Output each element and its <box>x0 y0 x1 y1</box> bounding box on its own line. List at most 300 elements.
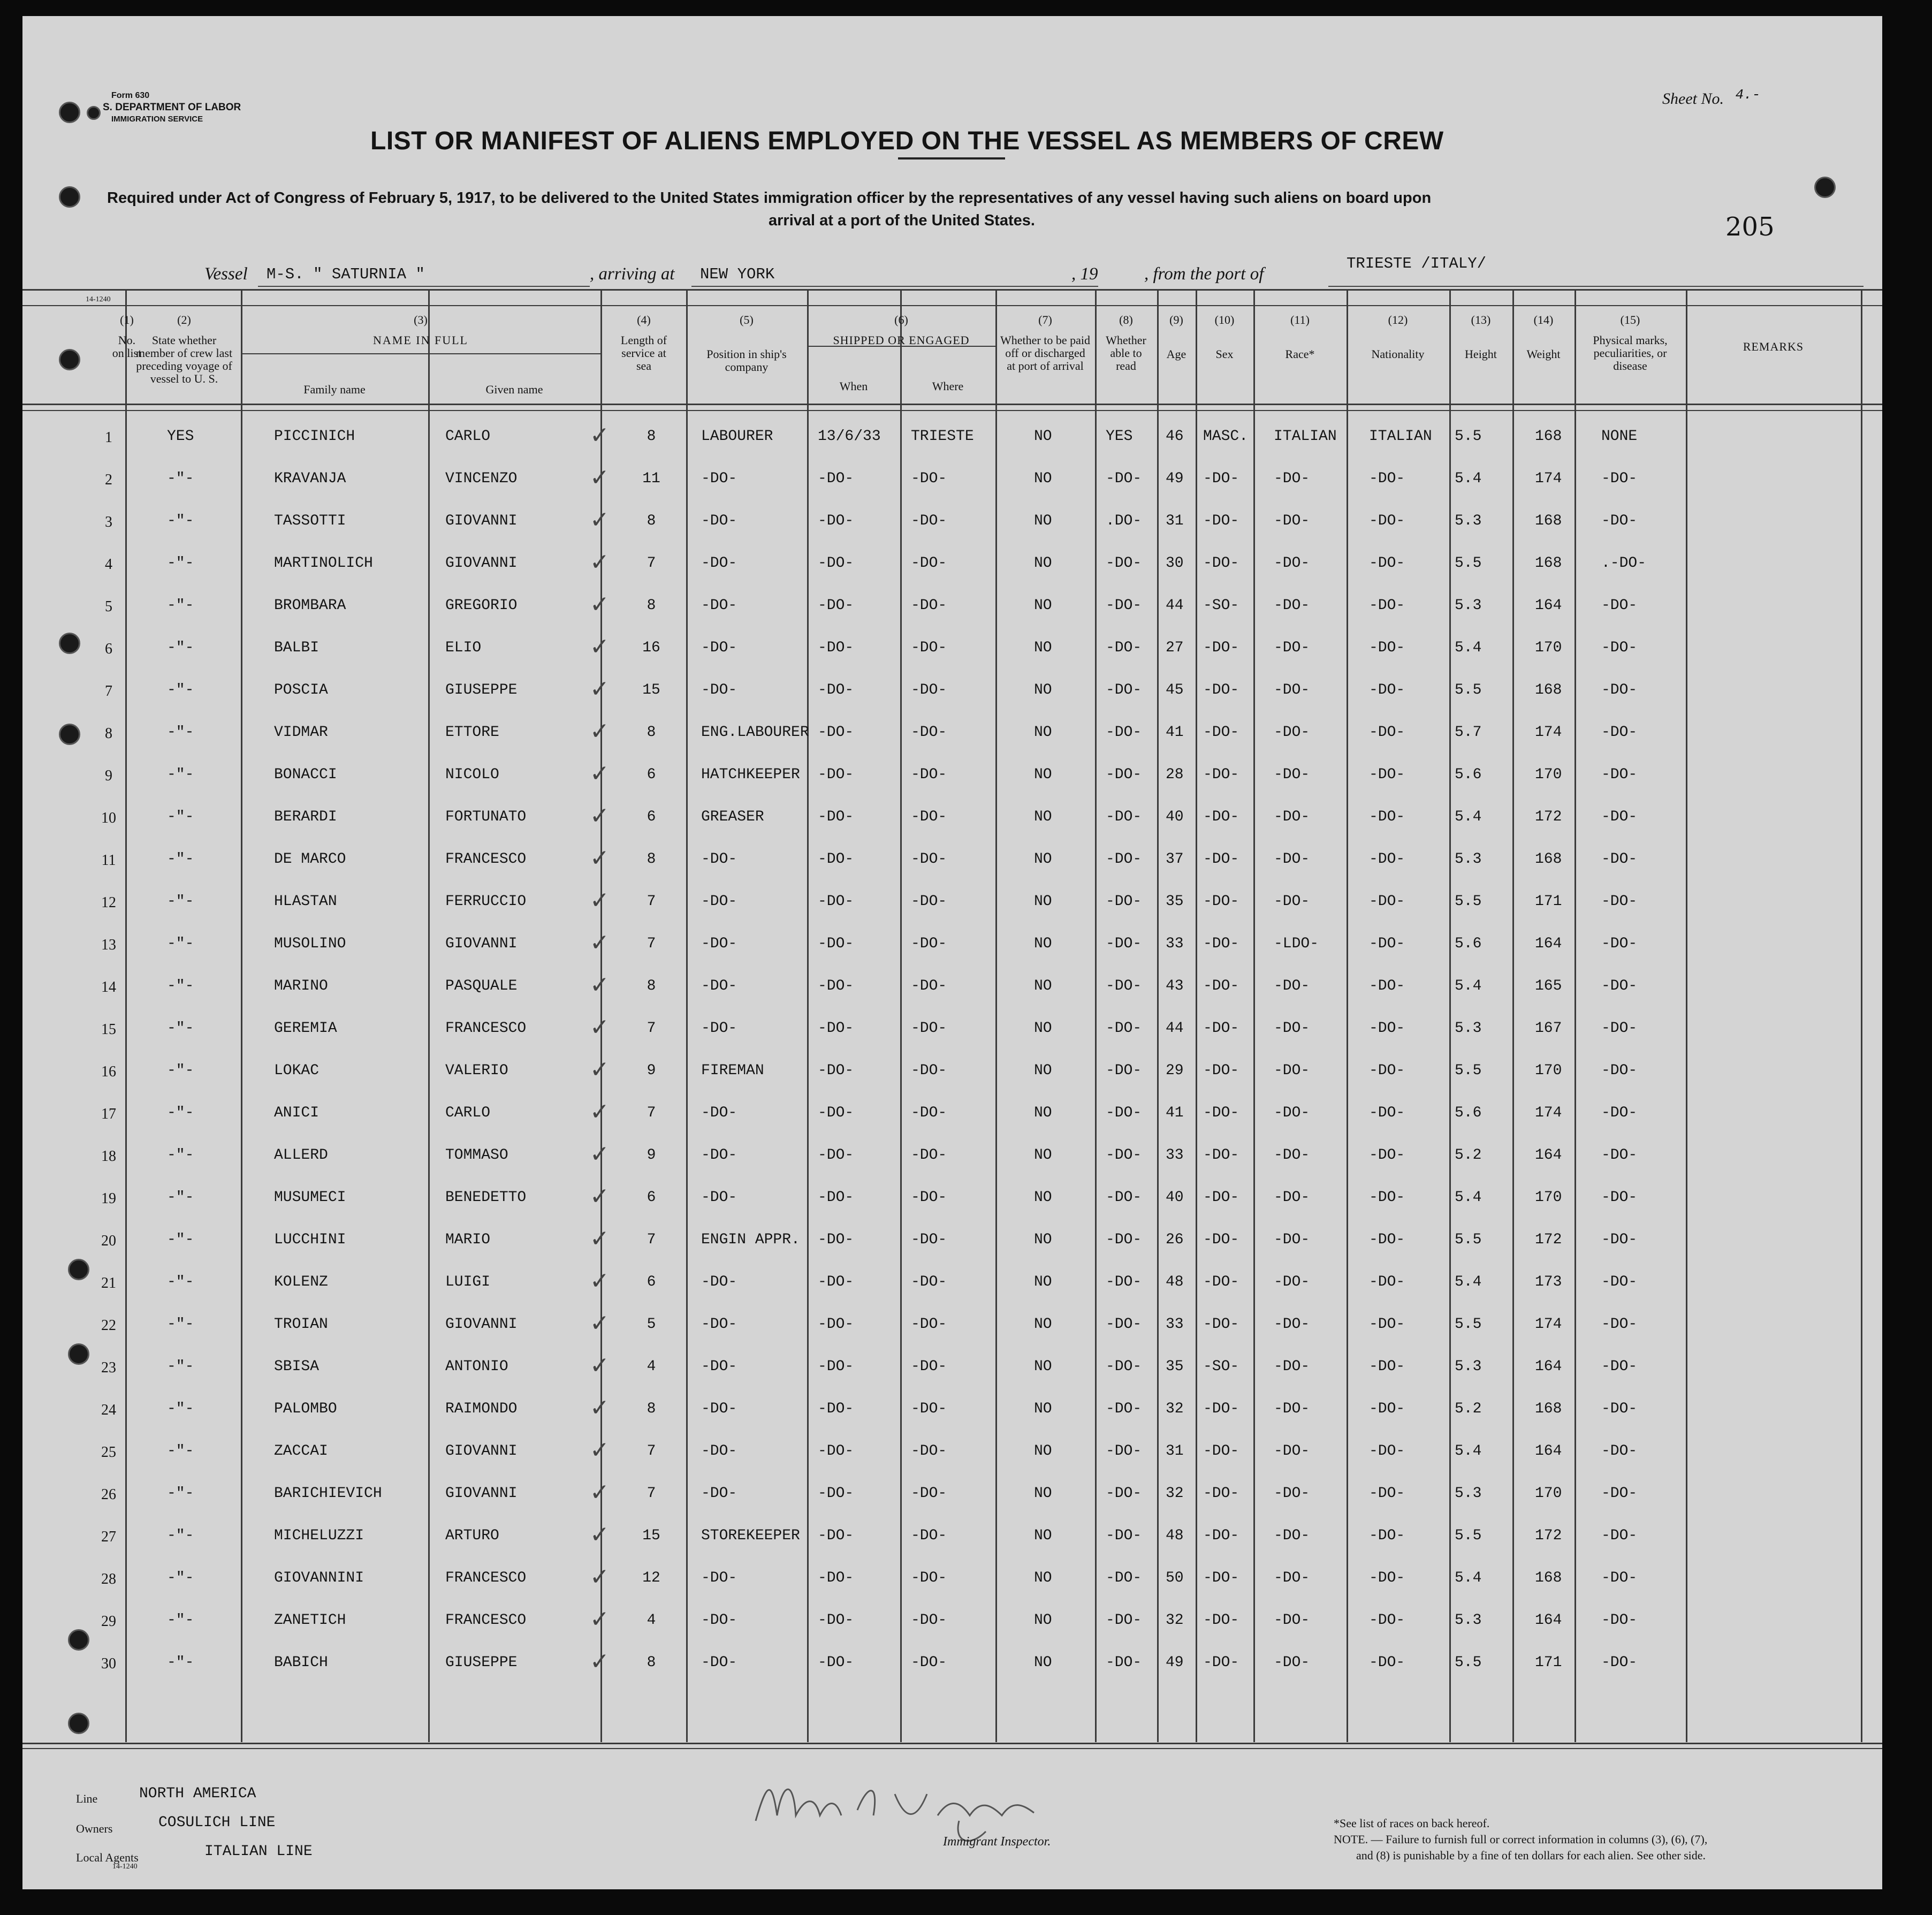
cell-read: -DO- <box>1106 851 1142 868</box>
table-row <box>22 840 1882 881</box>
cell-height: 5.3 <box>1455 597 1482 614</box>
cell-given: ARTURO <box>445 1528 499 1544</box>
cell-position: LABOURER <box>701 428 773 445</box>
cell-height: 5.3 <box>1455 1358 1482 1375</box>
table-row <box>22 1179 1882 1219</box>
cell-where: -DO- <box>911 1401 947 1417</box>
cell-where: -DO- <box>911 682 947 698</box>
cell-when: -DO- <box>818 766 854 783</box>
cell-nat: -DO- <box>1369 1570 1405 1586</box>
cell-no: 12 <box>101 894 116 911</box>
cell-position: -DO- <box>701 893 737 910</box>
cell-height: 5.4 <box>1455 1443 1482 1460</box>
cell-paid: NO <box>1034 1528 1052 1544</box>
cell-race: -DO- <box>1274 597 1310 614</box>
manifest-sheet <box>22 16 1882 1889</box>
cell-nat: -DO- <box>1369 513 1405 529</box>
cell-service: 7 <box>646 555 656 572</box>
cell-position: -DO- <box>701 851 737 868</box>
cell-position: STOREKEEPER <box>701 1528 800 1544</box>
checkmark-icon: ✓ <box>590 760 610 787</box>
cell-position: -DO- <box>701 936 737 952</box>
cell-sex: -DO- <box>1203 1401 1239 1417</box>
cell-prev: -"- <box>167 640 194 656</box>
vessel-value: M-S. " SATURNIA " <box>267 265 425 283</box>
from-port-label: , from the port of <box>1144 264 1264 284</box>
cell-race: -DO- <box>1274 1316 1310 1333</box>
cell-where: -DO- <box>911 470 947 487</box>
checkmark-icon: ✓ <box>590 675 610 703</box>
cell-prev: -"- <box>167 851 194 868</box>
cell-age: 46 <box>1166 428 1184 445</box>
cell-weight: 168 <box>1535 428 1562 445</box>
cell-weight: 164 <box>1535 597 1562 614</box>
cell-prev: -"- <box>167 809 194 825</box>
footer-owners-value: COSULICH LINE <box>158 1814 276 1831</box>
cell-age: 35 <box>1166 893 1184 910</box>
cell-race: -DO- <box>1274 640 1310 656</box>
cell-height: 5.3 <box>1455 851 1482 868</box>
cell-paid: NO <box>1034 513 1052 529</box>
table-row <box>22 1305 1882 1346</box>
cell-sex: -DO- <box>1203 1485 1239 1502</box>
cell-service: 7 <box>646 1105 656 1121</box>
cell-paid: NO <box>1034 893 1052 910</box>
cell-read: -DO- <box>1106 1147 1142 1164</box>
header-bottom-rule <box>22 404 1882 405</box>
cell-when: -DO- <box>818 682 854 698</box>
cell-nat: -DO- <box>1369 893 1405 910</box>
cell-when: -DO- <box>818 513 854 529</box>
cell-read: -DO- <box>1106 1401 1142 1417</box>
subtitle-line-2: arrival at a port of the United States. <box>769 212 1035 229</box>
cell-paid: NO <box>1034 851 1052 868</box>
cell-no: 29 <box>101 1613 116 1630</box>
cell-sex: -DO- <box>1203 1105 1239 1121</box>
cell-given: GIOVANNI <box>445 513 518 529</box>
cell-given: GREGORIO <box>445 597 518 614</box>
cell-where: -DO- <box>911 1062 947 1079</box>
cell-no: 24 <box>101 1402 116 1418</box>
cell-height: 5.3 <box>1455 513 1482 529</box>
cell-when: -DO- <box>818 936 854 952</box>
checkmark-icon: ✓ <box>590 506 610 534</box>
cell-height: 5.2 <box>1455 1147 1482 1164</box>
cell-race: -DO- <box>1274 1147 1310 1164</box>
cell-height: 5.4 <box>1455 470 1482 487</box>
cell-sex: -DO- <box>1203 470 1239 487</box>
cell-no: 5 <box>105 598 112 615</box>
footer-agents-label: Local Agents <box>76 1851 139 1864</box>
cell-prev: -"- <box>167 1358 194 1375</box>
cell-weight: 164 <box>1535 936 1562 952</box>
cell-marks: -DO- <box>1601 978 1638 994</box>
cell-nat: -DO- <box>1369 1485 1405 1502</box>
cell-height: 5.4 <box>1455 1570 1482 1586</box>
cell-marks: -DO- <box>1601 766 1638 783</box>
cell-paid: NO <box>1034 1232 1052 1248</box>
checkmark-icon: ✓ <box>590 1225 610 1252</box>
cell-marks: -DO- <box>1601 1062 1638 1079</box>
cell-given: FRANCESCO <box>445 1612 527 1629</box>
cell-no: 22 <box>101 1317 116 1334</box>
table-row <box>22 587 1882 627</box>
cell-paid: NO <box>1034 1020 1052 1037</box>
cell-service: 9 <box>646 1147 656 1164</box>
cell-family: LOKAC <box>274 1062 320 1079</box>
cell-marks: -DO- <box>1601 1528 1638 1544</box>
col-header-paid-off: (7) Whether to be paid off or discharged at port of arrival <box>1000 313 1090 373</box>
cell-read: -DO- <box>1106 1528 1142 1544</box>
cell-sex: -DO- <box>1203 1654 1239 1671</box>
cell-where: -DO- <box>911 809 947 825</box>
cell-paid: NO <box>1034 1316 1052 1333</box>
cell-where: -DO- <box>911 1105 947 1121</box>
cell-when: -DO- <box>818 724 854 741</box>
punch-hole <box>87 106 101 120</box>
checkmark-icon: ✓ <box>590 422 610 449</box>
cell-given: RAIMONDO <box>445 1401 518 1417</box>
cell-nat: -DO- <box>1369 1528 1405 1544</box>
cell-no: 23 <box>101 1359 116 1376</box>
cell-height: 5.4 <box>1455 640 1482 656</box>
note-line-2: and (8) is punishable by a fine of ten dollars for each alien. See other side. <box>1356 1849 1706 1862</box>
cell-read: -DO- <box>1106 1485 1142 1502</box>
cell-service: 4 <box>646 1612 656 1629</box>
cell-weight: 170 <box>1535 1189 1562 1206</box>
cell-sex: MASC. <box>1203 428 1249 445</box>
cell-age: 44 <box>1166 597 1184 614</box>
checkmark-icon: ✓ <box>590 1014 610 1041</box>
cell-position: -DO- <box>701 1401 737 1417</box>
cell-family: VIDMAR <box>274 724 328 741</box>
cell-marks: -DO- <box>1601 640 1638 656</box>
cell-prev: -"- <box>167 682 194 698</box>
cell-family: BROMBARA <box>274 597 346 614</box>
cell-when: -DO- <box>818 470 854 487</box>
cell-age: 45 <box>1166 682 1184 698</box>
cell-family: ANICI <box>274 1105 320 1121</box>
cell-position: HATCHKEEPER <box>701 766 800 783</box>
cell-no: 7 <box>105 683 112 700</box>
cell-nat: -DO- <box>1369 1020 1405 1037</box>
cell-family: TROIAN <box>274 1316 328 1333</box>
cell-where: -DO- <box>911 1570 947 1586</box>
cell-given: CARLO <box>445 428 491 445</box>
cell-nat: -DO- <box>1369 851 1405 868</box>
table-row <box>22 1136 1882 1177</box>
col-header-age: (9) Age <box>1166 313 1186 361</box>
col-header-family-name: Family name <box>303 383 366 396</box>
col-header-name: (3) NAME IN FULL <box>373 313 468 347</box>
cell-marks: .-DO- <box>1601 555 1647 572</box>
cell-sex: -DO- <box>1203 1232 1239 1248</box>
cell-read: -DO- <box>1106 1020 1142 1037</box>
cell-age: 31 <box>1166 513 1184 529</box>
cell-family: DE MARCO <box>274 851 346 868</box>
form-number: Form 630 <box>111 91 150 100</box>
cell-age: 49 <box>1166 470 1184 487</box>
cell-age: 29 <box>1166 1062 1184 1079</box>
cell-read: -DO- <box>1106 682 1142 698</box>
cell-age: 26 <box>1166 1232 1184 1248</box>
cell-given: VINCENZO <box>445 470 518 487</box>
cell-where: -DO- <box>911 893 947 910</box>
cell-sex: -SO- <box>1203 1358 1239 1375</box>
cell-when: -DO- <box>818 1020 854 1037</box>
cell-prev: -"- <box>167 1062 194 1079</box>
cell-weight: 174 <box>1535 1105 1562 1121</box>
cell-race: -DO- <box>1274 1020 1310 1037</box>
cell-position: -DO- <box>701 1612 737 1629</box>
cell-read: -DO- <box>1106 597 1142 614</box>
cell-service: 4 <box>646 1358 656 1375</box>
cell-sex: -DO- <box>1203 978 1239 994</box>
cell-given: GIOVANNI <box>445 1485 518 1502</box>
cell-nat: -DO- <box>1369 1654 1405 1671</box>
cell-no: 28 <box>101 1571 116 1587</box>
cell-prev: -"- <box>167 1401 194 1417</box>
cell-service: 7 <box>646 1232 656 1248</box>
cell-where: -DO- <box>911 1654 947 1671</box>
cell-service: 16 <box>642 640 660 656</box>
cell-height: 5.3 <box>1455 1485 1482 1502</box>
checkmark-icon: ✓ <box>590 718 610 745</box>
col-header-race: (11) Race* <box>1285 313 1315 361</box>
table-row <box>22 1348 1882 1388</box>
cell-position: -DO- <box>701 470 737 487</box>
checkmark-icon: ✓ <box>590 887 610 914</box>
cell-given: ETTORE <box>445 724 499 741</box>
cell-nat: -DO- <box>1369 978 1405 994</box>
cell-sex: -DO- <box>1203 682 1239 698</box>
cell-paid: NO <box>1034 640 1052 656</box>
cell-race: -DO- <box>1274 851 1310 868</box>
cell-family: BALBI <box>274 640 320 656</box>
cell-family: SBISA <box>274 1358 320 1375</box>
cell-paid: NO <box>1034 724 1052 741</box>
cell-age: 49 <box>1166 1654 1184 1671</box>
cell-where: -DO- <box>911 1189 947 1206</box>
cell-race: -LDO- <box>1274 936 1319 952</box>
cell-no: 27 <box>101 1529 116 1545</box>
punch-hole <box>59 102 80 123</box>
cell-family: ALLERD <box>274 1147 328 1164</box>
cell-marks: -DO- <box>1601 1147 1638 1164</box>
cell-nat: -DO- <box>1369 1062 1405 1079</box>
cell-paid: NO <box>1034 1443 1052 1460</box>
cell-given: FRANCESCO <box>445 1020 527 1037</box>
cell-height: 5.5 <box>1455 893 1482 910</box>
cell-family: HLASTAN <box>274 893 337 910</box>
cell-family: GIOVANNINI <box>274 1570 364 1586</box>
cell-service: 7 <box>646 1485 656 1502</box>
cell-marks: -DO- <box>1601 1485 1638 1502</box>
cell-age: 33 <box>1166 1316 1184 1333</box>
from-port-fill-line <box>1328 286 1863 287</box>
cell-given: TOMMASO <box>445 1147 508 1164</box>
cell-service: 7 <box>646 936 656 952</box>
cell-no: 26 <box>101 1486 116 1503</box>
cell-when: -DO- <box>818 1147 854 1164</box>
cell-family: BARICHIEVICH <box>274 1485 382 1502</box>
cell-race: ITALIAN <box>1274 428 1337 445</box>
cell-weight: 174 <box>1535 1316 1562 1333</box>
cell-service: 8 <box>646 1654 656 1671</box>
checkmark-icon: ✓ <box>590 1521 610 1548</box>
cell-nat: -DO- <box>1369 1612 1405 1629</box>
table-row <box>22 1009 1882 1050</box>
cell-age: 43 <box>1166 978 1184 994</box>
table-row <box>22 1094 1882 1135</box>
inspector-signature <box>734 1762 1109 1848</box>
cell-sex: -DO- <box>1203 851 1239 868</box>
cell-prev: -"- <box>167 724 194 741</box>
cell-paid: NO <box>1034 597 1052 614</box>
cell-given: MARIO <box>445 1232 491 1248</box>
cell-race: -DO- <box>1274 1401 1310 1417</box>
note-line-1: NOTE. — Failure to furnish full or correct information in columns (3), (6), (7), <box>1334 1833 1708 1846</box>
cell-paid: NO <box>1034 1401 1052 1417</box>
cell-marks: NONE <box>1601 428 1638 445</box>
footer-line-label: Line <box>76 1792 98 1805</box>
cell-prev: -"- <box>167 470 194 487</box>
cell-weight: 167 <box>1535 1020 1562 1037</box>
cell-age: 40 <box>1166 809 1184 825</box>
checkmark-icon: ✓ <box>590 971 610 999</box>
cell-weight: 168 <box>1535 851 1562 868</box>
cell-given: GIOVANNI <box>445 555 518 572</box>
sheet-number-label <box>1662 87 1761 108</box>
cell-family: PALOMBO <box>274 1401 337 1417</box>
cell-when: -DO- <box>818 978 854 994</box>
cell-prev: -"- <box>167 978 194 994</box>
checkmark-icon: ✓ <box>590 1606 610 1633</box>
col-header-shipped: (6) SHIPPED OR ENGAGED <box>833 313 970 347</box>
cell-weight: 168 <box>1535 1570 1562 1586</box>
cell-service: 7 <box>646 893 656 910</box>
cell-read: -DO- <box>1106 1570 1142 1586</box>
cell-service: 11 <box>642 470 660 487</box>
cell-sex: -DO- <box>1203 1316 1239 1333</box>
cell-prev: -"- <box>167 555 194 572</box>
cell-paid: NO <box>1034 1612 1052 1629</box>
cell-nat: -DO- <box>1369 1401 1405 1417</box>
cell-height: 5.4 <box>1455 978 1482 994</box>
cell-sex: -DO- <box>1203 1443 1239 1460</box>
cell-height: 5.4 <box>1455 1274 1482 1290</box>
cell-race: -DO- <box>1274 1612 1310 1629</box>
cell-given: ELIO <box>445 640 482 656</box>
table-row <box>22 502 1882 543</box>
cell-nat: -DO- <box>1369 555 1405 572</box>
cell-service: 6 <box>646 809 656 825</box>
cell-no: 16 <box>101 1063 116 1080</box>
cell-service: 6 <box>646 1274 656 1290</box>
cell-read: -DO- <box>1106 1358 1142 1375</box>
col-header-service: (4) Length of service at sea <box>620 313 667 373</box>
cell-marks: -DO- <box>1601 893 1638 910</box>
cell-marks: -DO- <box>1601 1274 1638 1290</box>
cell-when: -DO- <box>818 1274 854 1290</box>
cell-height: 5.5 <box>1455 1654 1482 1671</box>
checkmark-icon: ✓ <box>590 1310 610 1337</box>
punch-hole <box>68 1713 89 1734</box>
cell-given: GIOVANNI <box>445 1443 518 1460</box>
col-header-nationality: (12) Nationality <box>1371 313 1425 361</box>
cell-race: -DO- <box>1274 1274 1310 1290</box>
cell-position: -DO- <box>701 1316 737 1333</box>
cell-family: GEREMIA <box>274 1020 337 1037</box>
table-row <box>22 1517 1882 1557</box>
table-top-rule-2 <box>22 305 1882 306</box>
footer-line-value: NORTH AMERICA <box>139 1785 256 1802</box>
punch-hole <box>59 349 80 370</box>
cell-race: -DO- <box>1274 978 1310 994</box>
cell-age: 32 <box>1166 1612 1184 1629</box>
cell-no: 14 <box>101 979 116 996</box>
cell-service: 12 <box>642 1570 660 1586</box>
cell-race: -DO- <box>1274 1570 1310 1586</box>
cell-sex: -DO- <box>1203 1189 1239 1206</box>
checkmark-icon: ✓ <box>590 1394 610 1422</box>
cell-read: -DO- <box>1106 1612 1142 1629</box>
cell-nat: -DO- <box>1369 936 1405 952</box>
cell-when: -DO- <box>818 1062 854 1079</box>
cell-where: -DO- <box>911 724 947 741</box>
cell-position: -DO- <box>701 555 737 572</box>
cell-service: 8 <box>646 1401 656 1417</box>
cell-when: -DO- <box>818 1401 854 1417</box>
cell-read: -DO- <box>1106 1062 1142 1079</box>
cell-marks: -DO- <box>1601 936 1638 952</box>
cell-race: -DO- <box>1274 1528 1310 1544</box>
table-row <box>22 756 1882 796</box>
col-header-physical-marks: (15) Physical marks, peculiarities, or disease <box>1593 313 1668 373</box>
cell-marks: -DO- <box>1601 513 1638 529</box>
cell-marks: -DO- <box>1601 1612 1638 1629</box>
cell-service: 5 <box>646 1316 656 1333</box>
cell-no: 4 <box>105 556 112 573</box>
cell-weight: 174 <box>1535 470 1562 487</box>
cell-service: 8 <box>646 851 656 868</box>
cell-read: -DO- <box>1106 978 1142 994</box>
cell-nat: -DO- <box>1369 1105 1405 1121</box>
cell-age: 44 <box>1166 1020 1184 1037</box>
cell-marks: -DO- <box>1601 1358 1638 1375</box>
table-row <box>22 1432 1882 1473</box>
cell-paid: NO <box>1034 555 1052 572</box>
cell-weight: 172 <box>1535 809 1562 825</box>
cell-paid: NO <box>1034 766 1052 783</box>
cell-where: -DO- <box>911 1232 947 1248</box>
cell-paid: NO <box>1034 682 1052 698</box>
table-row <box>22 1475 1882 1515</box>
cell-given: FRANCESCO <box>445 851 527 868</box>
cell-service: 8 <box>646 978 656 994</box>
cell-nat: -DO- <box>1369 809 1405 825</box>
cell-service: 8 <box>646 724 656 741</box>
cell-sex: -DO- <box>1203 724 1239 741</box>
cell-where: -DO- <box>911 1020 947 1037</box>
cell-when: -DO- <box>818 1189 854 1206</box>
cell-age: 40 <box>1166 1189 1184 1206</box>
cell-read: YES <box>1106 428 1133 445</box>
cell-paid: NO <box>1034 1358 1052 1375</box>
cell-race: -DO- <box>1274 1443 1310 1460</box>
cell-family: KOLENZ <box>274 1274 328 1290</box>
header-bottom-rule-2 <box>22 410 1882 411</box>
